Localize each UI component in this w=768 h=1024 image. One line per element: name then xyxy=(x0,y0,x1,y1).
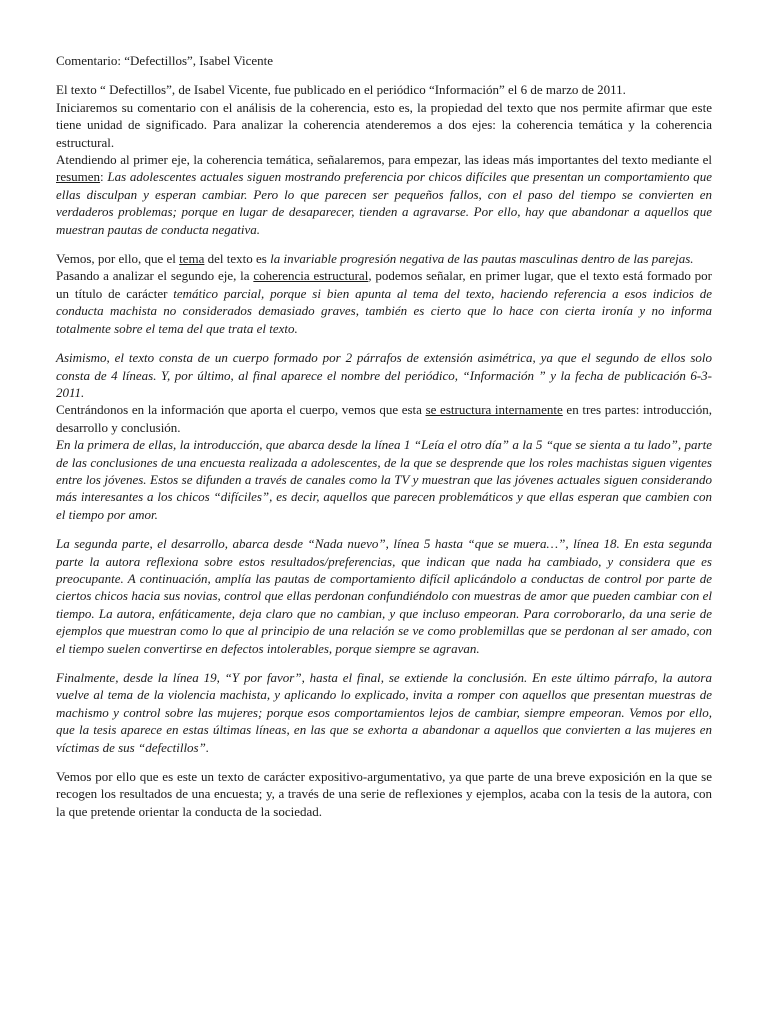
final-paragraph: Vemos por ello que es este un texto de carácter expositivo-argumentativo, ya que parte de una breve exposición en la que se recogen los resultados de una encuesta; y, a través de una serie de reflexiones y ejemplos, acaba con la tesis de la autora, con la que pretende orientar la conducta de la sociedad. xyxy=(56,769,712,819)
estructural-paragraph xyxy=(56,267,712,337)
estructura-lead-text: Centrándonos en la información que aporta el cuerpo, vemos que esta xyxy=(56,402,426,418)
cuerpo-text: Asimismo, el texto consta de un cuerpo formado por 2 párrafos de extensión asimétrica, ya que el segundo de ellos solo consta de 4 líneas. Y, por último, al final aparece el nombre del periódico, “Información ” y la fecha de publicación 6-3-2011. xyxy=(56,350,712,400)
estructura-paragraph xyxy=(56,401,712,436)
resumen-colon: : xyxy=(100,169,108,185)
conclusion-paragraph xyxy=(56,669,712,756)
resumen-term: resumen xyxy=(56,169,101,185)
cuerpo-paragraph xyxy=(56,349,712,401)
desarrollo-text: La segunda parte, el desarrollo, abarca desde “Nada nuevo”, línea 5 hasta “que se muera…”, línea 18. En esta segunda parte la autora reflexiona sobre estos resultados/preferencias, que indican que nada ha cambiado, y considera que es preocupante. A continuación, amplía las pautas de comportamiento difícil aplicándolo a conductas de control por parte de ciertos chicos hacia sus novias, control que ellas perdonan confundiéndolo con muestras de amor que pueden cambiar con el tiempo. La autora, enfáticamente, deja claro que no cambian, y que incluso empeoran. Para corroborarlo, da una serie de ejemplos que muestran como lo que al principio de una relación se ve como problemillas que se perdonan al ser amado, con el tiempo suelen convertirse en defectos intolerables, porque siempre se agravan. xyxy=(56,536,712,656)
document-title: Comentario: “Defectillos”, Isabel Vicente xyxy=(56,53,274,68)
estructural-connector: , podemos señalar, en primer lugar, que el texto está formado por un título de carácter xyxy=(56,268,712,301)
estructura-term: se estructura internamente xyxy=(425,402,563,418)
tema-text: la invariable progresión negativa de las pautas masculinas dentro de las parejas. xyxy=(270,251,694,267)
introduccion-paragraph xyxy=(56,436,712,523)
desarrollo-paragraph xyxy=(56,535,712,657)
tema-paragraph xyxy=(56,250,712,267)
coherencia-paragraph: Iniciaremos su comentario con el análisis de la coherencia, esto es, la propiedad del texto que nos permite afirmar que este tiene unidad de significado. Para analizar la coherencia atenderemos a dos ejes: la coherencia temática y la coherencia estructural. xyxy=(56,99,712,150)
estructural-term: coherencia estructural xyxy=(253,268,369,284)
estructural-lead-text: Pasando a analizar el segundo eje, la xyxy=(56,268,254,284)
estructural-text: temático parcial, porque si bien apunta al tema del texto, haciendo referencia a esos indicios de conducta machista no considerados demasiado graves, también es cierto que lo hace con cierta ironía y no informa totalmente sobre el tema del que trata el texto. xyxy=(56,285,712,336)
conclusion-text: Finalmente, desde la línea 19, “Y por favor”, hasta el final, se extiende la conclusión. En este último párrafo, la autora vuelve al tema de la violencia machista, y aplicando lo explicado, invita a romper con aquellos que presentan muestras de machismo y control sobre las mujeres; porque esos comportamientos lejos de cambiar, siempre empeoran. Vemos por ello, que la tesis aparece en estas últimas líneas, en las que se exhorta a abandonar a aquellos que convierten a las mujeres en víctimas de sus “defectillos”. xyxy=(56,670,712,755)
tema-connector: del texto es xyxy=(204,251,271,267)
resumen-lead-text: Atendiendo al primer eje, la coherencia temática, señalaremos, para empezar, las ideas más importantes del texto mediante el xyxy=(56,152,712,168)
tema-lead-text: Vemos, por ello, que el xyxy=(56,251,180,267)
resumen-text: Las adolescentes actuales siguen mostrando preferencia por chicos difíciles que presentan un comportamiento que ellas disculpan y esperan cambiar. Pero lo que parecen ser pequeños fallos, con el paso del tiempo se convierten en verdaderos problemas; porque en lugar de desaparecer, tienden a agravarse. Por ello, hay que abandonar a aquellos que muestran pautas de conducta negativa. xyxy=(56,169,712,237)
intro-paragraph: El texto “ Defectillos”, de Isabel Vicente, fue publicado en el periódico “Información” el 6 de marzo de 2011. xyxy=(56,82,626,98)
tema-term: tema xyxy=(179,251,205,267)
estructura-tail-text: en tres partes: introducción, desarrollo y conclusión. xyxy=(56,402,712,435)
resumen-paragraph xyxy=(56,151,712,238)
introduccion-text: En la primera de ellas, la introducción, que abarca desde la línea 1 “Leía el otro día” a la 5 “que se sienta a tu lado”, parte de las conclusiones de una encuesta realizada a adolescentes, de la que se desprende que los roles machistas siguen vigentes entre los jóvenes. Estos se difunden a través de canales como la TV y muestran que las jóvenes actuales siguen considerando más interesantes a los chicos “difíciles”, es decir, aquellos que parecen problemáticos y que ellas esperan que cambien con el tiempo por amor. xyxy=(56,437,712,522)
document-body xyxy=(56,52,712,820)
